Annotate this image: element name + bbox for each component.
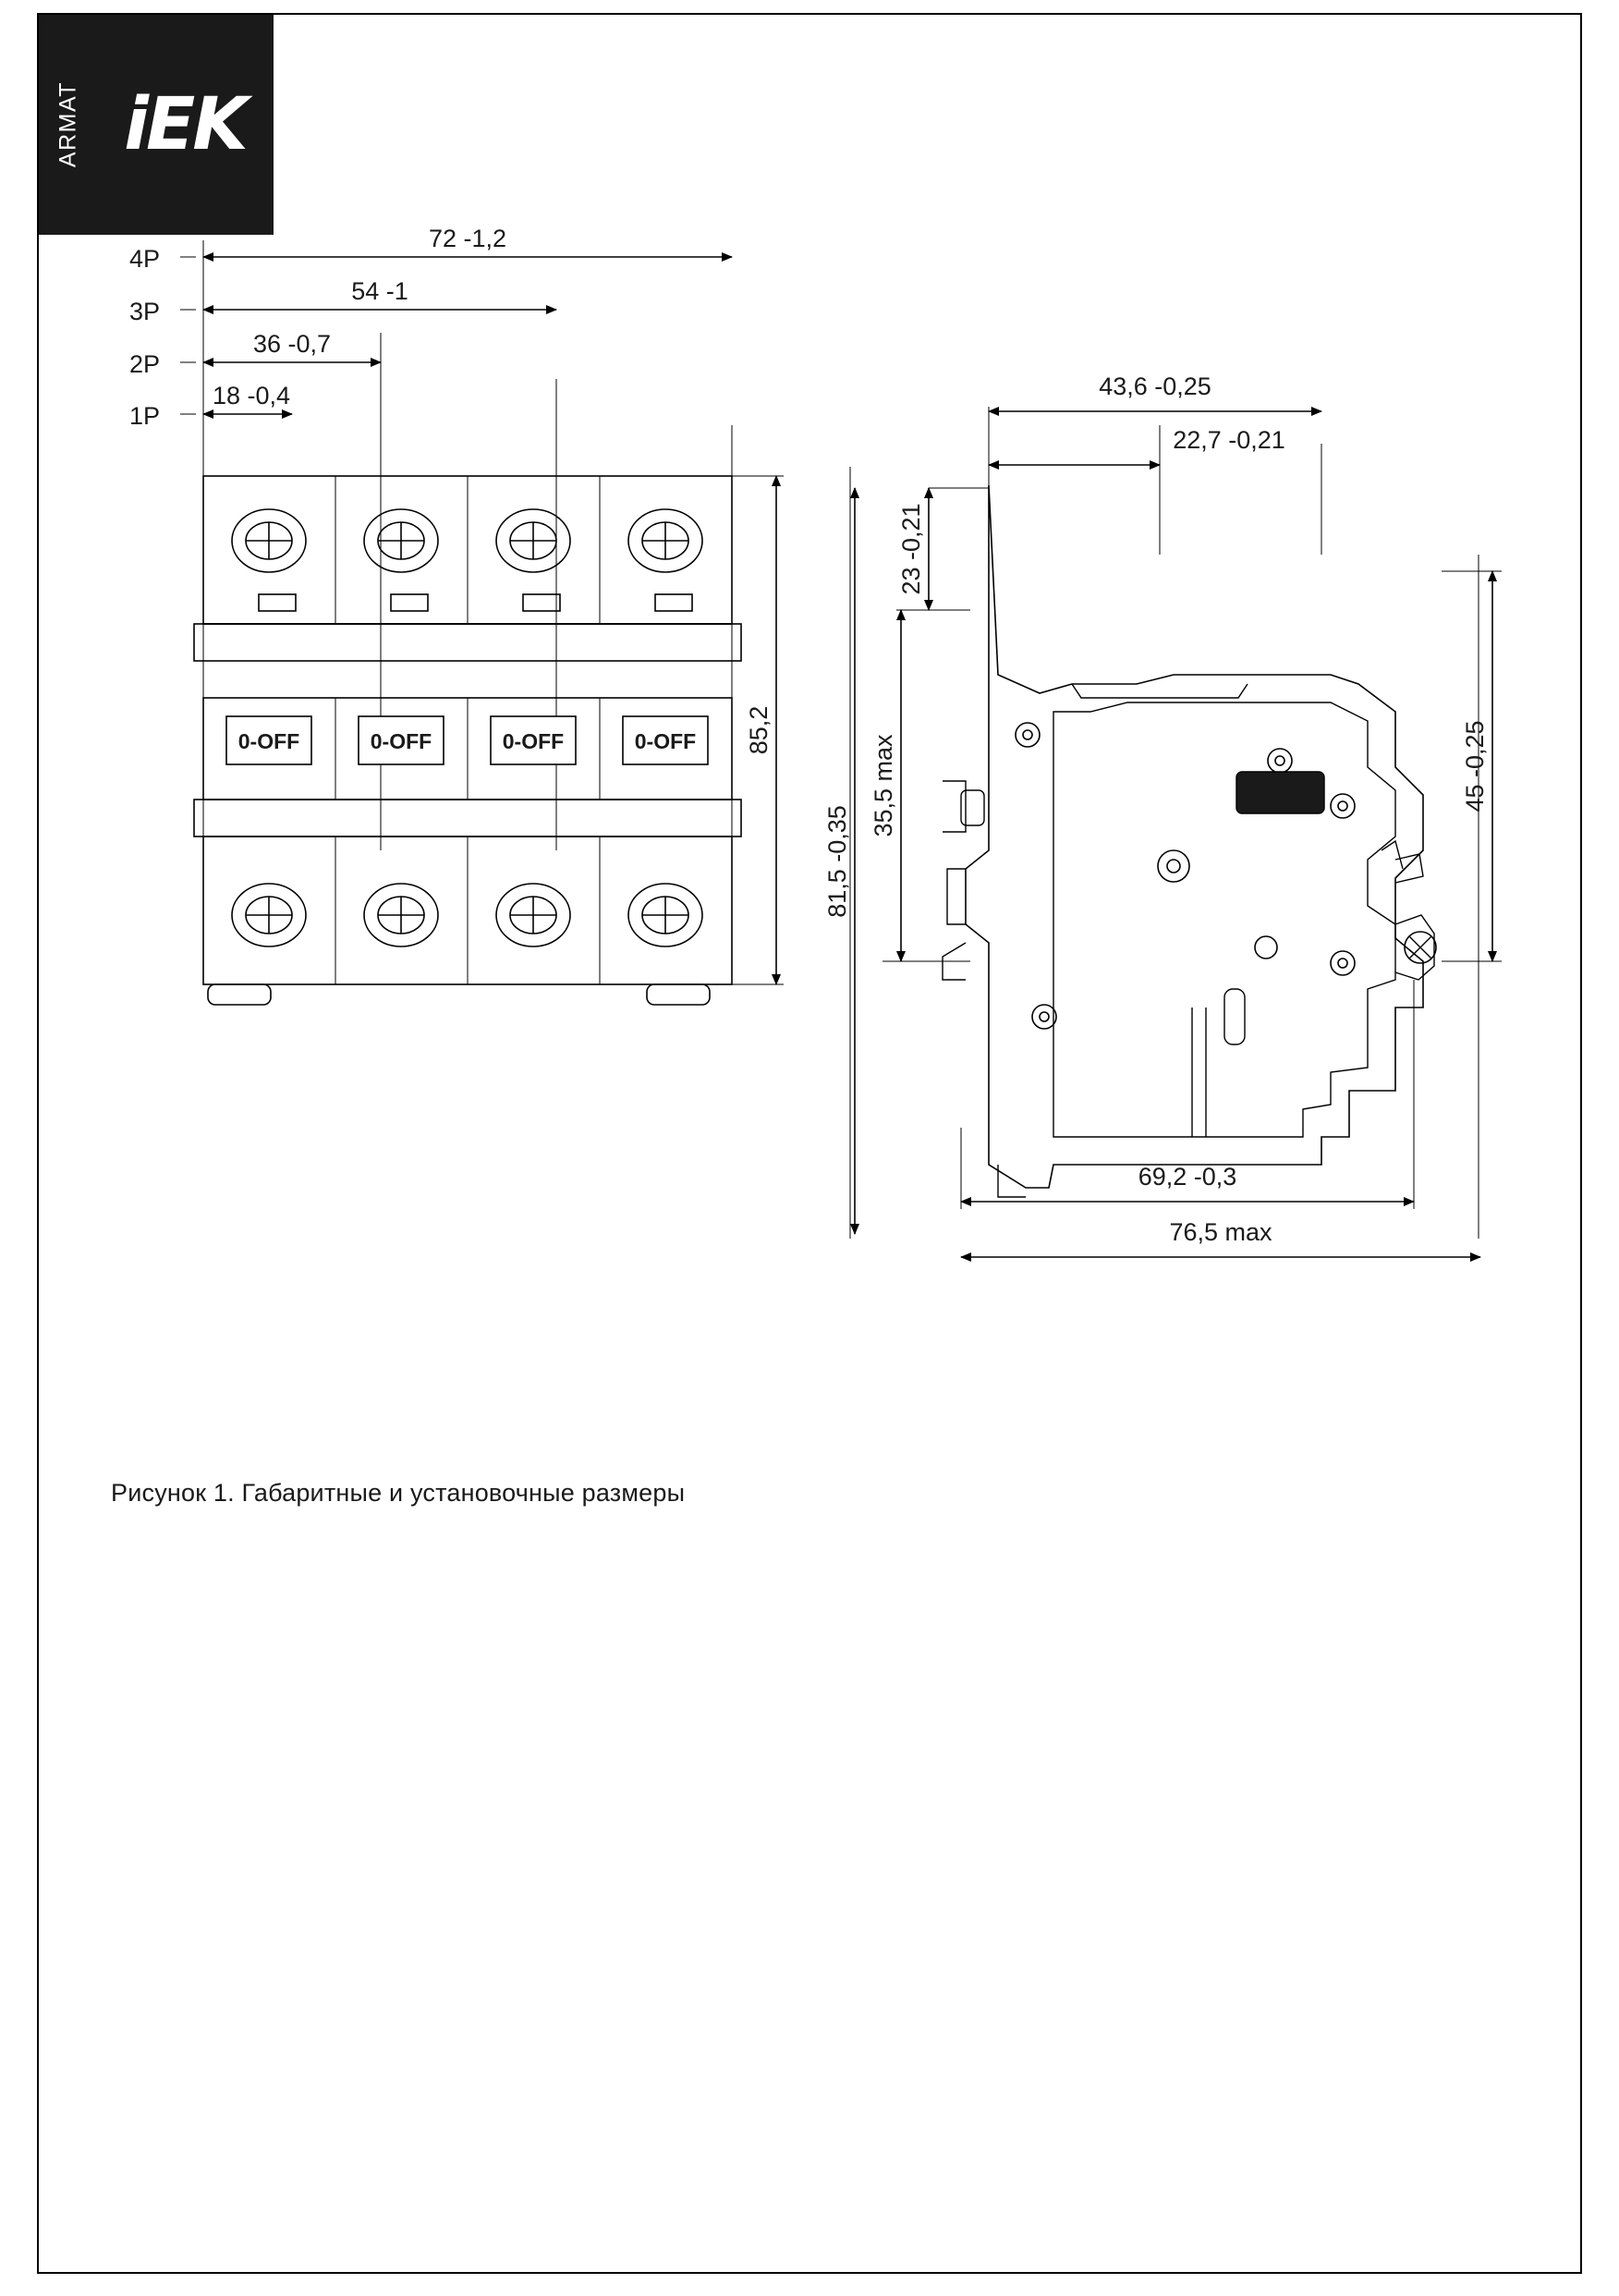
dim-overall-depth: 69,2 -0,3 [1138,1163,1237,1191]
dim-3p-width: 54 -1 [351,277,408,305]
brand-logo-text: iEK [124,83,246,166]
switch-label-1: 0-OFF [237,729,300,753]
dim-mounting-max: 35,5 max [870,734,897,837]
switch-label-2: 0-OFF [370,729,432,753]
switch-label-3: 0-OFF [502,729,565,753]
dim-body-height: 81,5 -0,35 [823,805,851,918]
pole-label-1p: 1P [129,402,161,430]
dim-front-height: 85,2 [745,705,773,755]
dim-4p-width: 72 -1,2 [428,225,507,252]
side-tab [39,15,96,235]
dim-2p-width: 36 -0,7 [252,330,332,358]
dim-din-offset: 23 -0,21 [897,503,925,595]
figure-caption: Рисунок 1. Габаритные и установочные размеры [111,1479,686,1507]
dim-front-depth: 45 -0,25 [1461,720,1489,812]
dim-upper-terminal-depth: 22,7 -0,21 [1173,426,1285,454]
dim-top-depth: 43,6 -0,25 [1099,372,1211,400]
dim-overall-depth-max: 76,5 max [1169,1218,1272,1246]
pole-label-4p: 4P [129,245,161,273]
brand-logo [96,15,274,235]
switch-label-4: 0-OFF [634,729,697,753]
pole-label-2p: 2P [129,350,161,378]
technical-drawing [37,225,1582,1479]
dim-1p-width: 18 -0,4 [212,382,291,409]
pole-label-3p: 3P [129,298,161,325]
side-tab-label: ARMAT [55,80,81,168]
